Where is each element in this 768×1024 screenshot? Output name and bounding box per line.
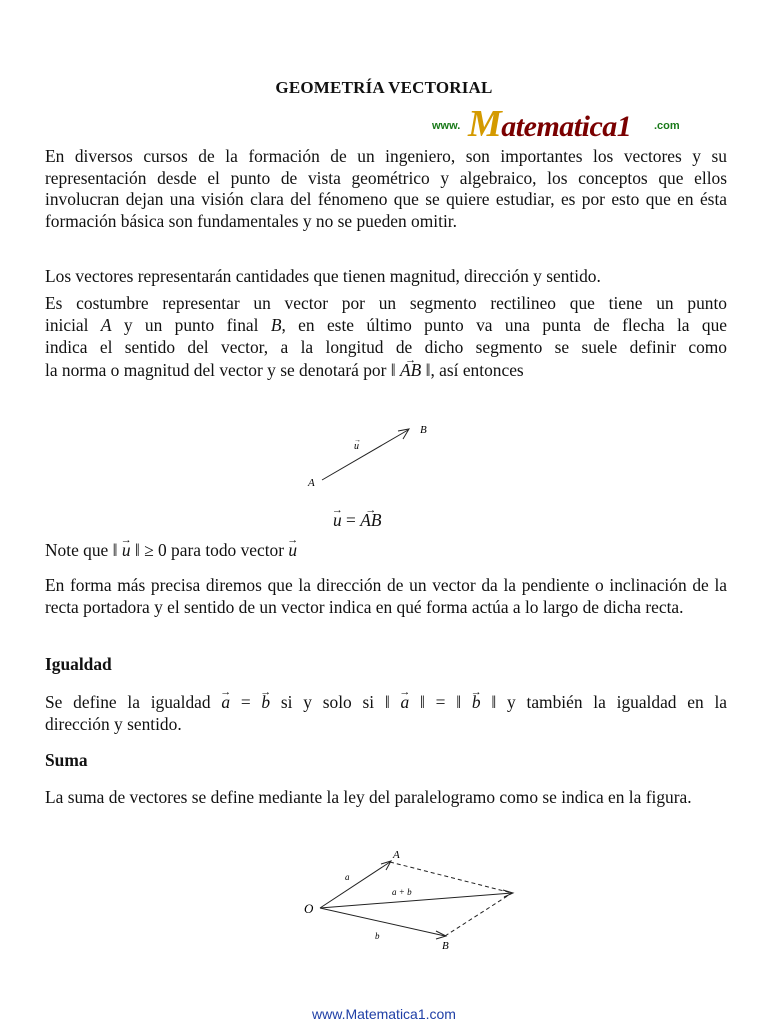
heading-equality: Igualdad (45, 654, 112, 674)
equality-equals: = (230, 692, 262, 712)
note-vector-u-2: → u (288, 540, 297, 562)
sum-paragraph: La suma de vectores se define mediante la ley del paralelogramo como se indica en la figura. (45, 787, 692, 807)
matematica1-logo (430, 100, 690, 145)
vector-AB-norm: → AB (400, 360, 421, 382)
figure2-label-b: b (375, 931, 380, 941)
logo-brand-rest: atematica1 (501, 110, 632, 143)
logo-brand-m: M (468, 103, 502, 145)
equation-u: → u (333, 510, 342, 532)
represent-paragraph: Los vectores representarán cantidades que tienen magnitud, dirección y sentido. (45, 266, 601, 286)
logo-suffix: .com (654, 120, 680, 132)
equality-text-a: Se define la igualdad (45, 692, 222, 712)
vector-u-arrow (322, 430, 408, 480)
custom-line-2-text-c: , en este último punto va una punta de flecha la que (281, 315, 727, 335)
figure2-label-B: B (442, 940, 449, 952)
equation-AB: → AB (360, 510, 381, 532)
equation-equals: = (341, 510, 361, 530)
vector-a-line (320, 862, 390, 908)
footer-url[interactable]: www.Matematica1.com (312, 1006, 456, 1022)
figure1-label-A: A (308, 477, 315, 489)
figure2-label-a: a (345, 872, 350, 882)
note-text-b: ‖ ≥ 0 para todo vector (130, 540, 289, 560)
equality-vector-b-norm: → b (472, 692, 481, 714)
custom-line-4-text-b: ‖, así entonces (421, 360, 524, 380)
custom-line-2-text-a: inicial (45, 315, 101, 335)
equality-text-b: si y solo si ‖ (270, 692, 401, 712)
equality-text-c: ‖ = ‖ (409, 692, 472, 712)
figure2-label-O: O (304, 901, 314, 916)
figure1-label-u: u (354, 441, 359, 452)
equation-u-equals-AB (333, 510, 381, 532)
logo-prefix: www. (432, 120, 461, 132)
precise-paragraph: En forma más precisa diremos que la dirección de un vector da la pendiente o inclinación de la recta portadora y el sentido de un vector indica en qué forma actúa a lo largo de dicha recta. (45, 575, 727, 617)
custom-line-3: indica el sentido del vector, a la longitud de dicho segmento se suele definir como (45, 337, 727, 357)
heading-sum: Suma (45, 750, 88, 770)
equality-text-d: ‖ y también la igualdad en la (480, 692, 727, 712)
equality-line-2: dirección y sentido. (45, 714, 182, 734)
intro-paragraph: En diversos cursos de la formación de un ingeniero, son importantes los vectores y su representación desde el punto de vista geométrico y algebraico, los conceptos que ellos involucran dejan una visión clara del fénomeno que se quiere estudiar, es por esto que en ésta formación básica son fundamentales y no se pueden omitir. (45, 146, 727, 231)
point-A-symbol: A (100, 315, 112, 335)
custom-line-4 (45, 360, 524, 382)
note-line (45, 540, 297, 562)
equality-line-1 (45, 692, 727, 714)
vector-sum-line (320, 893, 512, 908)
figure1-u-arrow-icon: → (354, 436, 361, 444)
point-B-symbol: B (270, 315, 282, 335)
equality-vector-a-norm: → a (401, 692, 410, 714)
figure1-label-B: B (420, 424, 427, 436)
vector-b-line (320, 908, 445, 936)
logo-brand (468, 102, 631, 146)
figure2-label-A: A (393, 849, 400, 861)
note-text-a: Note que ‖ (45, 540, 122, 560)
note-vector-u: → u (122, 540, 131, 562)
custom-line-4-text-a: la norma o magnitud del vector y se denotará por ‖ (45, 360, 400, 380)
equality-vector-a: → a (221, 692, 230, 714)
dashed-side-bottom (445, 893, 512, 936)
figure2-label-sum: a + b (392, 887, 412, 897)
custom-line-2-text-b: y un punto final (111, 315, 271, 335)
vector-u-figure (300, 418, 440, 498)
custom-line-1: Es costumbre representar un vector por un segmento rectilineo que tiene un punto (45, 293, 727, 313)
equality-vector-b: → b (261, 692, 270, 714)
custom-line-2 (45, 315, 727, 337)
page-title: GEOMETRÍA VECTORIAL (275, 78, 493, 97)
parallelogram-figure (300, 842, 530, 957)
